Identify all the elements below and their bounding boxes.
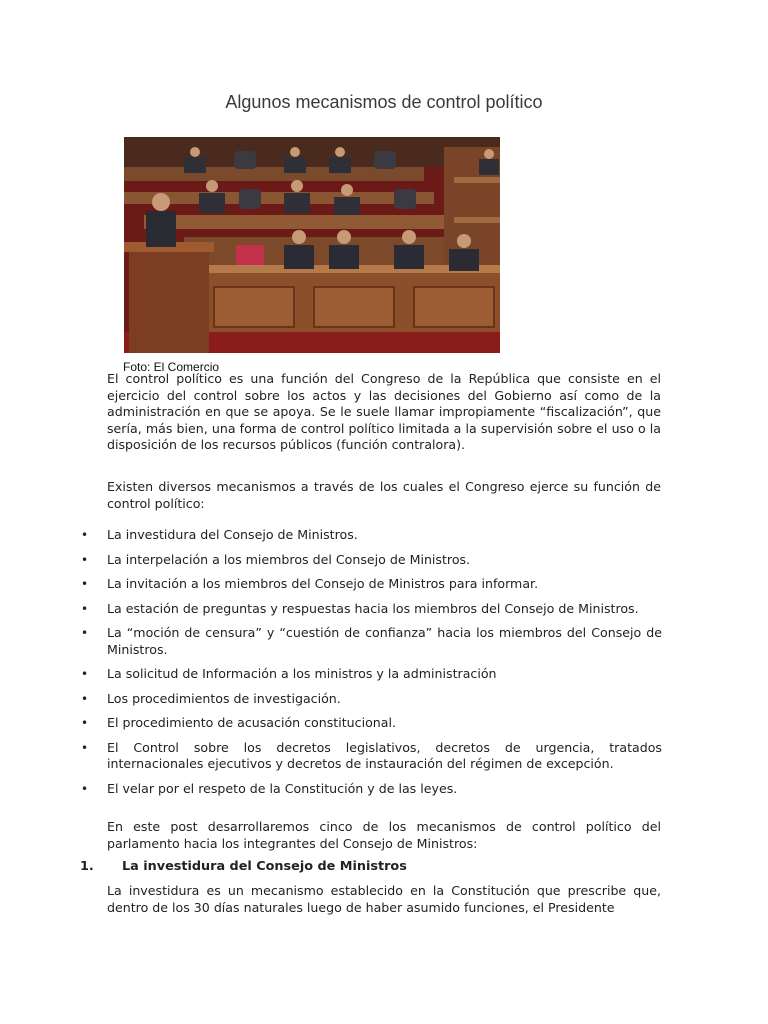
- list-item: • La investidura del Consejo de Ministros.: [81, 527, 358, 542]
- list-item: • El velar por el respeto de la Constitución y de las leyes.: [81, 780, 458, 796]
- list-item: • La “moción de censura” y “cuestión de confianza” hacia los miembros del Consejo de Ministros.: [81, 625, 662, 657]
- intro-paragraph: El control político es una función del Congreso de la República que consiste en el ejercicio del control sobre los actos y las decisiones del Gobierno así como de la administración en que se apoya. Se le suele llamar impropiamente “fiscalización”, que sería, más bien, una forma de control político limitada a la supervisión sobre el uso o la disposición de los recursos públicos (función contralora).: [107, 371, 661, 452]
- bullet-icon: •: [81, 601, 89, 616]
- list-item: • La solicitud de Información a los ministros y la administración: [81, 666, 497, 681]
- bullet-icon: •: [81, 552, 89, 567]
- bullet-icon: •: [81, 781, 89, 796]
- document-title: Algunos mecanismos de control político: [225, 92, 543, 112]
- section-paragraph: La investidura es un mecanismo establecido en la Constitución que prescribe que, dentro de los 30 días naturales luego de haber asumido funciones, el Presidente: [107, 883, 661, 915]
- post-intro-paragraph: En este post desarrollaremos cinco de los mecanismos de control político del parlamento hacia los integrantes del Consejo de Ministros:: [107, 819, 661, 851]
- mechanisms-list: [80, 527, 662, 805]
- bullet-icon: •: [81, 577, 89, 591]
- section-number: 1.: [80, 859, 94, 874]
- section-heading: [80, 859, 662, 874]
- bullet-icon: •: [81, 740, 89, 755]
- bullet-icon: •: [81, 667, 89, 681]
- list-item: • Los procedimientos de investigación.: [81, 690, 341, 706]
- list-item: • La interpelación a los miembros del Consejo de Ministros.: [81, 551, 471, 567]
- bullet-icon: •: [81, 626, 89, 640]
- list-item: • El Control sobre los decretos legislativos, decretos de urgencia, tratados internacionales ejecutivos y decretos de instauración del régimen de excepción.: [81, 739, 662, 771]
- congress-session-photo: [124, 137, 500, 353]
- bullet-icon: •: [81, 691, 89, 706]
- list-item: • La invitación a los miembros del Consejo de Ministros para informar.: [81, 576, 539, 591]
- list-item: • La estación de preguntas y respuestas hacia los miembros del Consejo de Ministros.: [81, 600, 639, 616]
- bullet-icon: •: [81, 716, 89, 730]
- photo-caption: Foto: El Comercio: [123, 360, 220, 374]
- section-title: La investidura del Consejo de Ministros: [122, 859, 407, 874]
- mechanisms-intro: Existen diversos mecanismos a través de los cuales el Congreso ejerce su función de control político:: [107, 479, 661, 511]
- bullet-icon: •: [81, 528, 89, 542]
- list-item: • El procedimiento de acusación constitucional.: [81, 715, 396, 730]
